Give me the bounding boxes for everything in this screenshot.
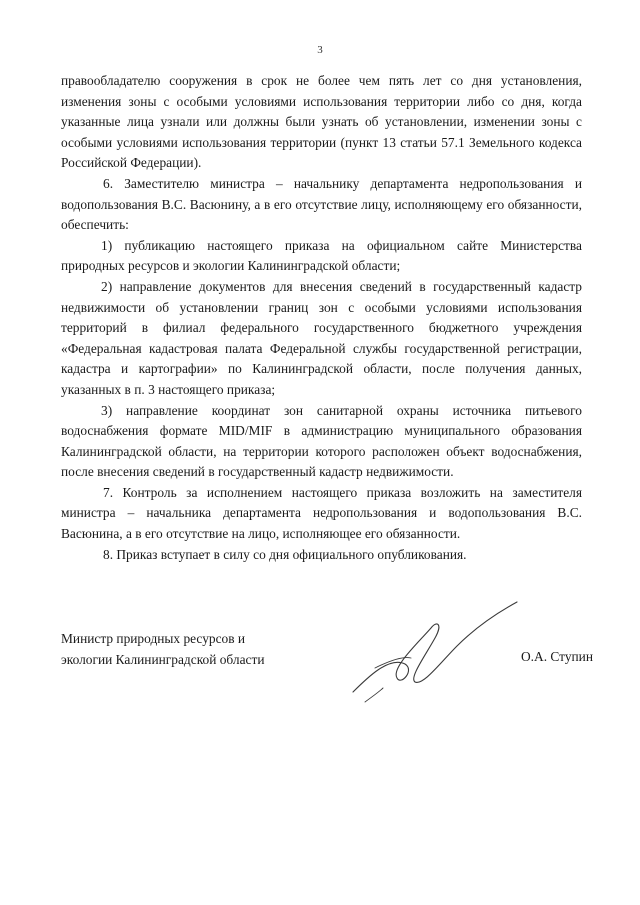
paragraph-item-6: 6. Заместителю министра – начальнику департамента недропользования и водопользования В.С. Васюнину, а в его отсутствие лицу, исполняющему его обязанности, обеспечить: xyxy=(61,175,582,233)
page-number: 3 xyxy=(317,44,323,56)
paragraph-item-6-3: 3) направление координат зон санитарной охраны источника питьевого водоснабжения формате MID/MIF в администрацию муниципального образования Калининградской области, на территории которого расположен объект водоснабжения, после внесения сведений в государственный кадастр недвижимости. xyxy=(61,402,582,480)
paragraph-item-8: 8. Приказ вступает в силу со дня официального опубликования. xyxy=(103,546,467,562)
signer-title xyxy=(61,628,265,670)
paragraph-item-7: 7. Контроль за исполнением настоящего приказа возложить на заместителя министра – начальника департамента недропользования и водопользования В.С. Васюнина, а в его отсутствие на лицо, исполняющее его обязанности. xyxy=(61,484,582,542)
paragraph-item-6-1: 1) публикацию настоящего приказа на официальном сайте Министерства природных ресурсов и экологии Калининградской области; xyxy=(61,237,582,274)
paragraph-continuation: правообладателю сооружения в срок не более чем пять лет со дня установления, изменения зоны с особыми условиями использования территории либо со дня, когда указанные лица узнали или должны были узнать об установлении, изменении зоны с особыми условиями использования территории (пункт 13 статьи 57.1 Земельного кодекса Российской Федерации). xyxy=(61,73,582,171)
handwritten-signature xyxy=(345,598,535,708)
signer-title-line-1: Министр природных ресурсов и xyxy=(61,631,246,646)
paragraph-item-6-2: 2) направление документов для внесения сведений в государственный кадастр недвижимости об установлении границ зон с особыми условиями использования территорий в филиал федерального государственного бюджетного учреждения «Федеральная кадастровая палата Федеральной службы государственной регистрации, кадастра и картографии» по Калининградской области, после получения данных, указанных в п. 3 настоящего приказа; xyxy=(61,278,582,397)
document-body xyxy=(61,71,582,565)
signer-name: О.А. Ступин xyxy=(521,649,594,664)
signer-title-line-2: экологии Калининградской области xyxy=(61,652,265,667)
